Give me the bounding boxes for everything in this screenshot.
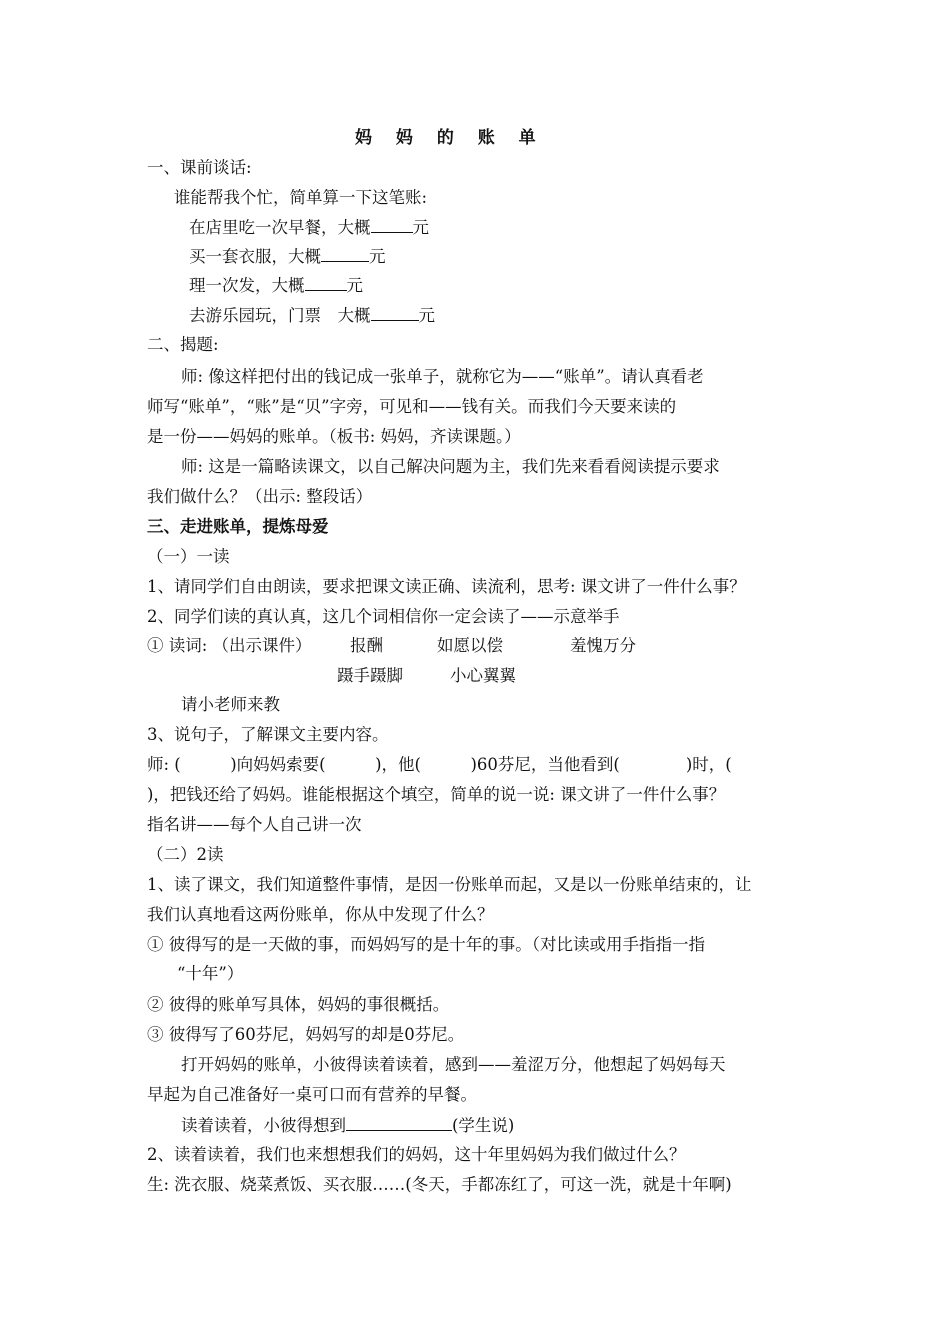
- section-2-heading: 二、揭题:: [147, 335, 219, 354]
- answer-blank: [346, 1114, 452, 1131]
- section-3-heading: 三、走进账单，提炼母爱: [147, 517, 329, 536]
- paragraph-line: 师: ( )向妈妈索要( )，他( )60芬尼，当他看到( )时，(: [147, 755, 732, 774]
- paragraph-line: ② 彼得的账单写具体，妈妈的事很概括。: [147, 995, 450, 1014]
- paragraph-line: 1、读了课文，我们知道整件事情，是因一份账单而起，又是以一份账单结束的，让: [147, 875, 752, 894]
- answer-blank: [371, 216, 413, 233]
- paragraph-line: 1、请同学们自由朗读，要求把课文读正确、读流利，思考: 课文讲了一件什么事？: [147, 577, 746, 596]
- answer-blank: [371, 304, 419, 321]
- paragraph-line: 是一份——妈妈的账单。（板书: 妈妈，齐读课题。）: [147, 427, 521, 446]
- paragraph-line: 3、说句子，了解课文主要内容。: [147, 725, 389, 744]
- paragraph-line: 师: 这是一篇略读课文，以自己解决问题为主，我们先来看看阅读提示要求: [181, 457, 720, 476]
- paragraph-line: 我们认真地看这两份账单，你从中发现了什么？: [147, 905, 494, 924]
- paragraph-line: ③ 彼得写了60芬尼，妈妈写的却是0芬尼。: [147, 1025, 465, 1044]
- section-1-intro: 谁能帮我个忙，简单算一下这笔账:: [174, 188, 428, 207]
- paragraph-line: 2、同学们读的真认真，这几个词相信你一定会读了——示意举手: [147, 607, 620, 626]
- paragraph-line: 指名讲——每个人自己讲一次: [147, 815, 362, 834]
- paragraph-line: 请小老师来教: [181, 695, 280, 714]
- list-item: [189, 304, 435, 327]
- answer-blank: [321, 245, 369, 262]
- paragraph-line: 早起为自己准备好一桌可口而有营养的早餐。: [147, 1085, 477, 1104]
- paragraph-line: 师写“账单”，“账”是“贝”字旁，可见和——钱有关。而我们今天要来读的: [147, 397, 677, 416]
- item-unit: 元: [369, 247, 386, 266]
- sentence-end: (学生说): [452, 1116, 515, 1135]
- list-item: [189, 274, 363, 297]
- list-item: [189, 245, 386, 268]
- vocab-word: 报酬: [350, 636, 383, 655]
- subsection-heading: （一）一读: [147, 547, 230, 566]
- words-label: ① 读词: （出示课件）: [147, 636, 312, 655]
- paragraph-line: “十年”）: [177, 964, 244, 983]
- paragraph-line: 师: 像这样把付出的钱记成一张单子，就称它为——“账单”。请认真看老: [181, 367, 704, 386]
- paragraph-line: 打开妈妈的账单，小彼得读着读着，感到——羞涩万分，他想起了妈妈每天: [181, 1055, 726, 1074]
- vocab-word: 小心翼翼: [450, 666, 516, 685]
- paragraph-line: 我们做什么？（出示: 整段话）: [147, 487, 373, 506]
- item-text: 买一套衣服，大概: [189, 247, 321, 266]
- sentence-start: 读着读着，小彼得想到: [181, 1116, 346, 1135]
- paragraph-line: )，把钱还给了妈妈。谁能根据这个填空，简单的说一说: 课文讲了一件什么事？: [147, 785, 726, 804]
- paragraph-line: 生: 洗衣服、烧菜煮饭、买衣服……(冬天，手都冻红了，可这一洗，就是十年啊): [147, 1175, 732, 1194]
- doc-title: 妈 妈 的 账 单: [355, 128, 545, 148]
- vocab-word: 羞愧万分: [570, 636, 636, 655]
- paragraph-line: 2、读着读着，我们也来想想我们的妈妈，这十年里妈妈为我们做过什么？: [147, 1145, 686, 1164]
- vocab-word: 蹑手蹑脚: [337, 666, 403, 685]
- answer-blank: [305, 274, 347, 291]
- paragraph-line: ① 彼得写的是一天做的事，而妈妈写的是十年的事。（对比读或用手指指一指: [147, 935, 705, 954]
- paragraph-line: [181, 1114, 514, 1137]
- section-1-heading: 一、课前谈话:: [147, 158, 252, 177]
- item-text: 在店里吃一次早餐，大概: [189, 218, 371, 237]
- subsection-heading: （二）2读: [147, 845, 224, 864]
- item-text: 去游乐园玩，门票 大概: [189, 306, 371, 325]
- item-unit: 元: [346, 276, 363, 295]
- item-unit: 元: [412, 218, 429, 237]
- list-item: [189, 216, 429, 239]
- item-text: 理一次发，大概: [189, 276, 305, 295]
- item-unit: 元: [418, 306, 435, 325]
- vocab-word: 如愿以偿: [437, 636, 503, 655]
